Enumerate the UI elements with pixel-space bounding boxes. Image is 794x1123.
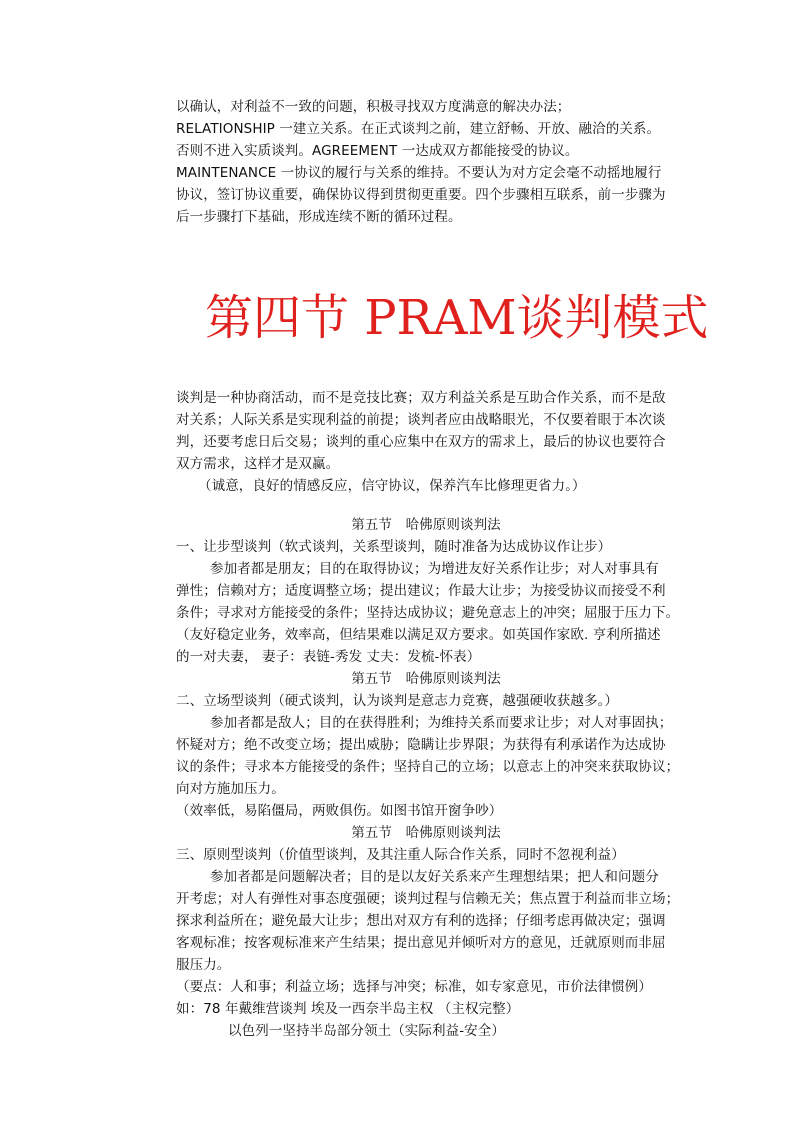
part3-line: 探求利益所在；避免最大让步；想出对双方有利的选择；仔细考虑再做决定；强调 <box>176 913 666 929</box>
intro-line: 以确认，对利益不一致的问题，积极寻找双方度满意的解决办法； <box>176 99 571 115</box>
part3-line: 服压力。 <box>176 957 231 973</box>
section4-paragraph <box>176 387 676 497</box>
section4-line: 双方需求，这样才是双赢。 <box>176 456 340 472</box>
part3-line: 参加者都是问题解决者；目的是以友好关系来产生理想结果；把人和问题分 <box>210 869 659 885</box>
section4-line: 谈判是一种协商活动，而不是竞技比赛；双方利益关系是互助合作关系，而不是敌 <box>176 390 666 406</box>
section4-heading: 第四节 PRAM谈判模式 <box>205 290 709 346</box>
part1-line: （友好稳定业务，效率高，但结果难以满足双方要求。如英国作家欧. 亨利所描述 <box>176 627 661 643</box>
section5-title-repeat: 第五节 哈佛原则谈判法 <box>351 671 501 687</box>
part2-line: 向对方施加压力。 <box>176 781 285 797</box>
part3-line: 开考虑；对人有弹性对事态度强硬；谈判过程与信赖无关；焦点置于利益而非立场； <box>176 891 680 907</box>
intro-line: 后一步骤打下基础，形成连续不断的循环过程。 <box>176 209 462 225</box>
section4-line: 判，还要考虑日后交易；谈判的重心应集中在双方的需求上，最后的协议也要符合 <box>176 434 666 450</box>
intro-line: 协议，签订协议重要，确保协议得到贯彻更重要。四个步骤相互联系，前一步骤为 <box>176 187 666 203</box>
part1-line: 弹性；信赖对方；适度调整立场；提出建议；作最大让步；为接受协议而接受不利 <box>176 583 666 599</box>
part3-line: 客观标准；按客观标准来产生结果；提出意见并倾听对方的意见，迁就原则而非屈 <box>176 935 666 951</box>
part3-line: （要点：人和事；利益立场；选择与冲突；标准，如专家意见，市价法律惯例） <box>176 979 652 995</box>
section5-title-repeat: 第五节 哈佛原则谈判法 <box>351 825 501 841</box>
intro-paragraph <box>176 96 676 228</box>
intro-line: MAINTENANCE 一协议的履行与关系的维持。不要认为对方定会毫不动摇地履行 <box>176 165 662 181</box>
part2-title: 二、立场型谈判（硬式谈判，认为谈判是意志力竞赛，越强硬收获越多。） <box>176 693 619 709</box>
part1-line: 条件；寻求对方能接受的条件；坚持达成协议；避免意志上的冲突；屈服于压力下。 <box>176 605 680 621</box>
part2-line: （效率低，易陷僵局，两败俱伤。如图书馆开窗争吵） <box>176 803 503 819</box>
section4-note: （诚意，良好的情感反应，信守协议，保养汽车比修理更省力。） <box>198 478 586 494</box>
part2-line: 参加者都是敌人；目的在获得胜利；为维持关系而要求让步；对人对事固执； <box>210 715 673 731</box>
part2-line: 怀疑对方；绝不改变立场；提出威胁；隐瞒让步界限；为获得有利承诺作为达成协 <box>176 737 666 753</box>
part1-line: 参加者都是朋友；目的在取得协议；为增进友好关系作让步；对人对事具有 <box>210 561 659 577</box>
part3-line: 如：78 年戴维营谈判 埃及一西奈半岛主权 （主权完整） <box>176 1001 520 1017</box>
section5 <box>176 514 680 1042</box>
part1-line: 的一对夫妻， 妻子：表链-秀发 丈夫：发梳-怀表） <box>176 649 481 665</box>
part1-title: 一、让步型谈判（软式谈判，关系型谈判，随时准备为达成协议作让步） <box>176 539 612 555</box>
intro-line: RELATIONSHIP 一建立关系。在正式谈判之前，建立舒畅、开放、融洽的关系。 <box>176 121 661 137</box>
section4-line: 对关系；人际关系是实现利益的前提；谈判者应由战略眼光，不仅要着眼于本次谈 <box>176 412 666 428</box>
intro-line: 否则不进入实质谈判。AGREEMENT 一达成双方都能接受的协议。 <box>176 143 579 159</box>
part3-line: 以色列一坚持半岛部分领土（实际利益-安全） <box>228 1023 505 1039</box>
part3-title: 三、原则型谈判（价值型谈判，及其注重人际合作关系，同时不忽视利益） <box>176 847 625 863</box>
section5-title: 第五节 哈佛原则谈判法 <box>351 517 501 533</box>
part2-line: 议的条件；寻求本方能接受的条件；坚持自己的立场；以意志上的冲突来获取协议； <box>176 759 680 775</box>
